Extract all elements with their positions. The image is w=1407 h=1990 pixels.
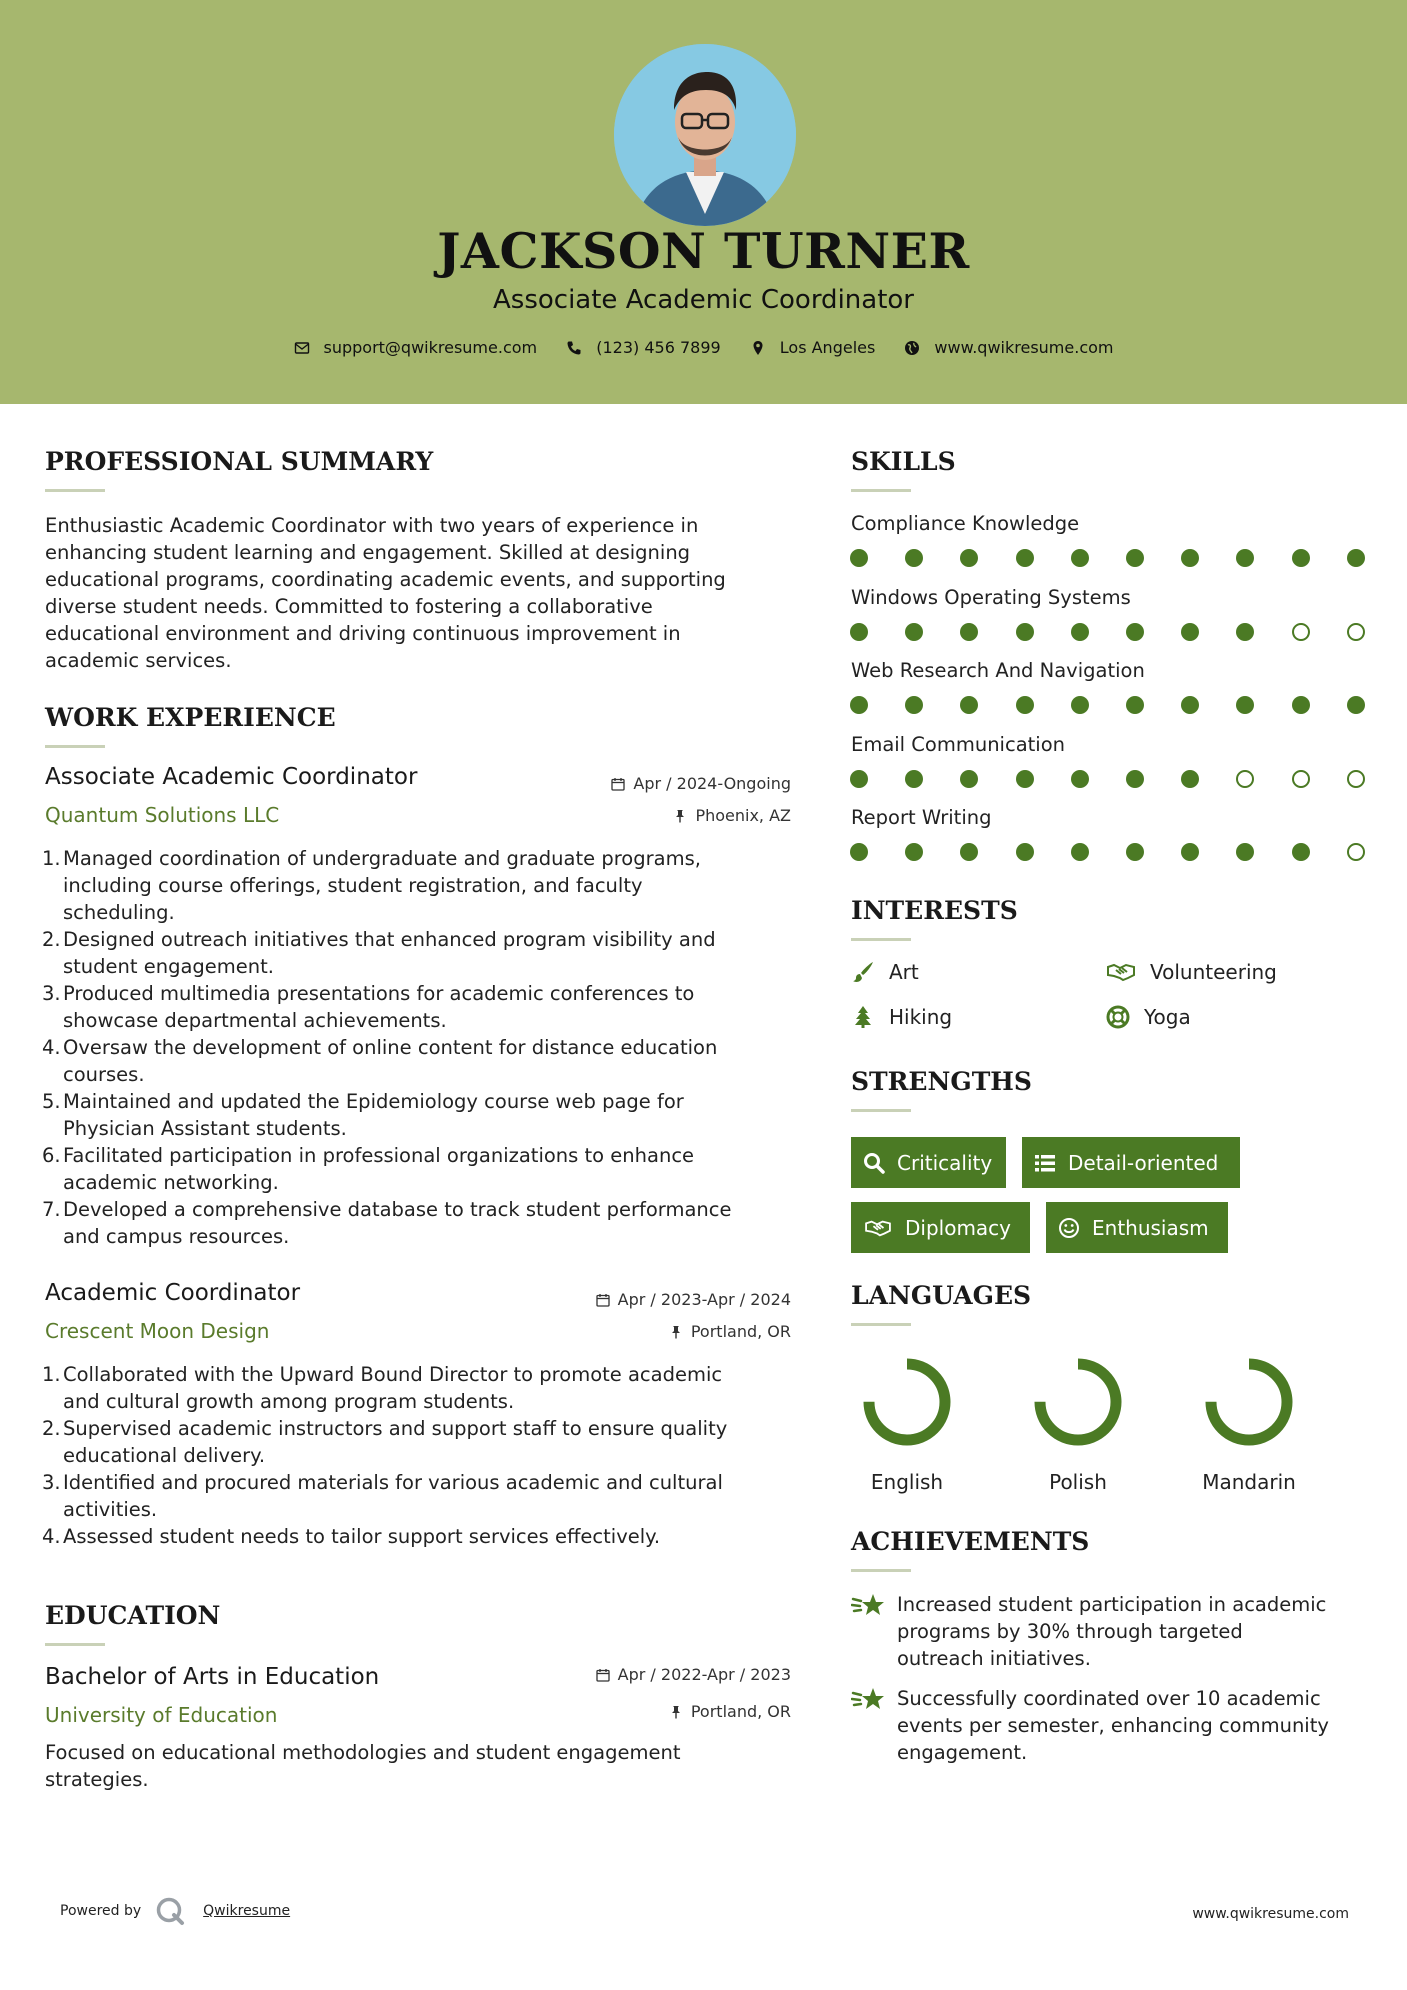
paintbrush-icon (851, 960, 875, 984)
achievements-heading: ACHIEVEMENTS (851, 1527, 1090, 1556)
job-company: Crescent Moon Design (45, 1319, 270, 1343)
life-ring-icon (1106, 1005, 1130, 1029)
rating-dot-filled (1126, 549, 1144, 567)
rating-dot-filled (1181, 770, 1199, 788)
rating-dot-filled (1071, 696, 1089, 714)
rating-dot-filled (850, 696, 868, 714)
job-dates: Apr / 2024-Ongoing (500, 774, 791, 793)
rating-dot-filled (960, 770, 978, 788)
rating-dot-filled (1347, 696, 1365, 714)
search-icon (863, 1152, 885, 1174)
rating-dot-filled (1236, 623, 1254, 641)
language-name: Mandarin (1202, 1470, 1296, 1494)
job-bullets (42, 845, 805, 1250)
rating-dot-filled (850, 623, 868, 641)
rating-dot-filled (1181, 623, 1199, 641)
language-name: Polish (1049, 1470, 1107, 1494)
strengths-heading: STRENGTHS (851, 1067, 1032, 1096)
languages-heading-rule (851, 1323, 911, 1326)
summary-line: academic services. (45, 649, 232, 672)
job-location: Portland, OR (500, 1322, 791, 1341)
rating-dot-filled (960, 623, 978, 641)
interest-volunteering: Volunteering (1106, 960, 1277, 984)
skill-name: Report Writing (851, 806, 992, 829)
calendar-icon (611, 777, 625, 791)
rating-dot-filled (905, 549, 923, 567)
interests-heading-rule (851, 938, 911, 941)
profile-photo (614, 44, 796, 226)
handshake-icon (1106, 960, 1136, 984)
star-award-icon (851, 1685, 887, 1715)
languages-heading: LANGUAGES (851, 1281, 1032, 1310)
calendar-icon (596, 1293, 610, 1307)
strength-chip: Criticality (851, 1137, 1006, 1188)
skill-name: Windows Operating Systems (851, 585, 1131, 609)
language-name: English (870, 1470, 944, 1494)
rating-dot-filled (1016, 843, 1034, 861)
skill-name: Compliance Knowledge (851, 512, 1080, 535)
achievements-heading-rule (851, 1569, 911, 1572)
rating-dot-empty (1347, 843, 1365, 861)
qwikresume-link[interactable]: Qwikresume (203, 1903, 291, 1919)
contact-location: Los Angeles (750, 338, 876, 357)
contact-website[interactable]: www.qwikresume.com (904, 338, 1113, 357)
star-award-icon (851, 1591, 887, 1621)
education-dates: Apr / 2022-Apr / 2023 (500, 1665, 791, 1684)
job-bullets (42, 1361, 805, 1550)
rating-dot-filled (1181, 696, 1199, 714)
tree-icon (851, 1005, 875, 1029)
job-role: Associate Academic Coordinator (45, 764, 418, 790)
rating-dot-filled (850, 843, 868, 861)
language-progress-ring (1028, 1352, 1128, 1452)
list-item: 2. Designed outreach initiatives that enhanced program visibility and student engagement. (42, 928, 716, 978)
education-heading: EDUCATION (45, 1601, 221, 1630)
strength-chip: Diplomacy (851, 1202, 1030, 1253)
job-company: Quantum Solutions LLC (45, 803, 280, 827)
education-location: Portland, OR (500, 1702, 791, 1721)
interest-yoga: Yoga (1106, 1005, 1191, 1029)
rating-dot-filled (1292, 843, 1310, 861)
rating-dot-filled (850, 549, 868, 567)
pushpin-icon (673, 809, 687, 823)
list-item: 1. Managed coordination of undergraduate and graduate programs, including course offerings, student registration, and faculty scheduling. (42, 847, 701, 924)
rating-dot-filled (1236, 549, 1254, 567)
rating-dot-filled (1071, 843, 1089, 861)
list-item: 4. Assessed student needs to tailor support services effectively. (42, 1525, 661, 1548)
job-dates: Apr / 2023-Apr / 2024 (500, 1290, 791, 1309)
summary-line: educational programs, coordinating academic events, and supporting (45, 568, 726, 591)
footer-powered-by: Powered by Qwikresume (60, 1896, 290, 1926)
rating-dot-filled (1126, 770, 1144, 788)
summary-line: Enthusiastic Academic Coordinator with two years of experience in (45, 514, 699, 537)
skill-rating (850, 623, 1402, 641)
rating-dot-filled (1071, 623, 1089, 641)
rating-dot-filled (905, 696, 923, 714)
education-heading-rule (45, 1643, 105, 1646)
rating-dot-filled (1347, 549, 1365, 567)
rating-dot-filled (1016, 549, 1034, 567)
rating-dot-filled (1181, 549, 1199, 567)
summary-line: enhancing student learning and engagement. Skilled at designing (45, 541, 691, 564)
list-item: 6. Facilitated participation in professional organizations to enhance academic networking. (42, 1144, 695, 1194)
summary-heading-rule (45, 489, 105, 492)
phone-icon (566, 340, 582, 356)
achievement-item: Increased student participation in academic programs by 30% through targeted outreach initiatives. (851, 1591, 1381, 1672)
list-item: 1. Collaborated with the Upward Bound Director to promote academic and cultural growth among program students. (42, 1363, 723, 1413)
handshake-icon (863, 1217, 893, 1239)
education-degree: Bachelor of Arts in Education (45, 1664, 380, 1690)
header-banner (0, 0, 1407, 404)
list-item: 3. Produced multimedia presentations for academic conferences to showcase departmental achievements. (42, 982, 695, 1032)
interest-art: Art (851, 960, 919, 984)
rating-dot-filled (1016, 770, 1034, 788)
work-heading-rule (45, 745, 105, 748)
interests-heading: INTERESTS (851, 896, 1018, 925)
language-progress-arc (869, 1364, 945, 1440)
rating-dot-empty (1292, 623, 1310, 641)
rating-dot-filled (1126, 696, 1144, 714)
summary-text (45, 512, 805, 674)
list-item: 3. Identified and procured materials for various academic and cultural activities. (42, 1471, 723, 1521)
rating-dot-empty (1292, 770, 1310, 788)
work-heading: WORK EXPERIENCE (45, 703, 336, 732)
smile-icon (1058, 1217, 1080, 1239)
rating-dot-filled (1071, 549, 1089, 567)
rating-dot-filled (1071, 770, 1089, 788)
education-description: Focused on educational methodologies and student engagement strategies. (45, 1741, 681, 1791)
envelope-icon (294, 340, 310, 356)
rating-dot-filled (1236, 696, 1254, 714)
skill-rating (850, 843, 1402, 861)
summary-heading: PROFESSIONAL SUMMARY (45, 447, 434, 476)
rating-dot-filled (1292, 696, 1310, 714)
skill-name: Web Research And Navigation (851, 659, 1145, 682)
rating-dot-filled (850, 770, 868, 788)
list-item: 4. Oversaw the development of online content for distance education courses. (42, 1036, 718, 1086)
rating-dot-filled (905, 770, 923, 788)
pushpin-icon (669, 1325, 683, 1339)
summary-line: diverse student needs. Committed to fostering a collaborative (45, 595, 653, 618)
skills-heading-rule (851, 489, 911, 492)
list-item: 2. Supervised academic instructors and support staff to ensure quality educational delivery. (42, 1417, 728, 1467)
strength-chip: Enthusiasm (1046, 1202, 1228, 1253)
candidate-name: JACKSON TURNER (437, 222, 970, 280)
contact-phone[interactable]: (123) 456 7899 (566, 338, 720, 357)
contact-email[interactable]: support@qwikresume.com (294, 338, 538, 357)
rating-dot-filled (1236, 843, 1254, 861)
job-role: Academic Coordinator (45, 1280, 301, 1306)
rating-dot-filled (905, 623, 923, 641)
rating-dot-filled (960, 549, 978, 567)
candidate-title: Associate Academic Coordinator (493, 285, 914, 315)
summary-line: educational environment and driving continuous improvement in (45, 622, 681, 645)
contact-bar (0, 338, 1407, 360)
skill-name: Email Communication (851, 732, 1065, 756)
list-item: 7. Developed a comprehensive database to track student performance and campus resources. (42, 1198, 732, 1248)
skill-rating (850, 696, 1402, 714)
job-location: Phoenix, AZ (500, 806, 791, 825)
education-school: University of Education (45, 1703, 278, 1727)
skill-rating (850, 770, 1402, 788)
language-progress-ring (1199, 1352, 1299, 1452)
rating-dot-empty (1236, 770, 1254, 788)
list-icon (1034, 1152, 1056, 1174)
pushpin-icon (669, 1705, 683, 1719)
strengths-heading-rule (851, 1109, 911, 1112)
map-pin-icon (750, 340, 766, 356)
rating-dot-filled (960, 696, 978, 714)
rating-dot-filled (1016, 623, 1034, 641)
rating-dot-filled (1181, 843, 1199, 861)
calendar-icon (596, 1668, 610, 1682)
rating-dot-filled (1016, 696, 1034, 714)
skill-rating (850, 549, 1402, 567)
rating-dot-empty (1347, 770, 1365, 788)
rating-dot-filled (1126, 843, 1144, 861)
language-item (847, 1352, 967, 1494)
skills-heading: SKILLS (851, 447, 956, 476)
language-item (1018, 1352, 1138, 1494)
rating-dot-empty (1347, 623, 1365, 641)
rating-dot-filled (1126, 623, 1144, 641)
achievement-item: Successfully coordinated over 10 academic events per semester, enhancing community engagement. (851, 1685, 1381, 1766)
interest-hiking: Hiking (851, 1005, 952, 1029)
footer-site[interactable]: www.qwikresume.com (1192, 1906, 1349, 1922)
rating-dot-filled (960, 843, 978, 861)
language-progress-ring (857, 1352, 957, 1452)
globe-icon (904, 340, 920, 356)
language-progress-arc (1211, 1364, 1287, 1440)
list-item: 5. Maintained and updated the Epidemiology course web page for Physician Assistant students. (42, 1090, 684, 1140)
qwikresume-logo-icon (155, 1896, 185, 1926)
rating-dot-filled (1292, 549, 1310, 567)
language-item (1189, 1352, 1309, 1494)
language-progress-arc (1040, 1364, 1116, 1440)
strength-chip: Detail-oriented (1022, 1137, 1240, 1188)
rating-dot-filled (905, 843, 923, 861)
